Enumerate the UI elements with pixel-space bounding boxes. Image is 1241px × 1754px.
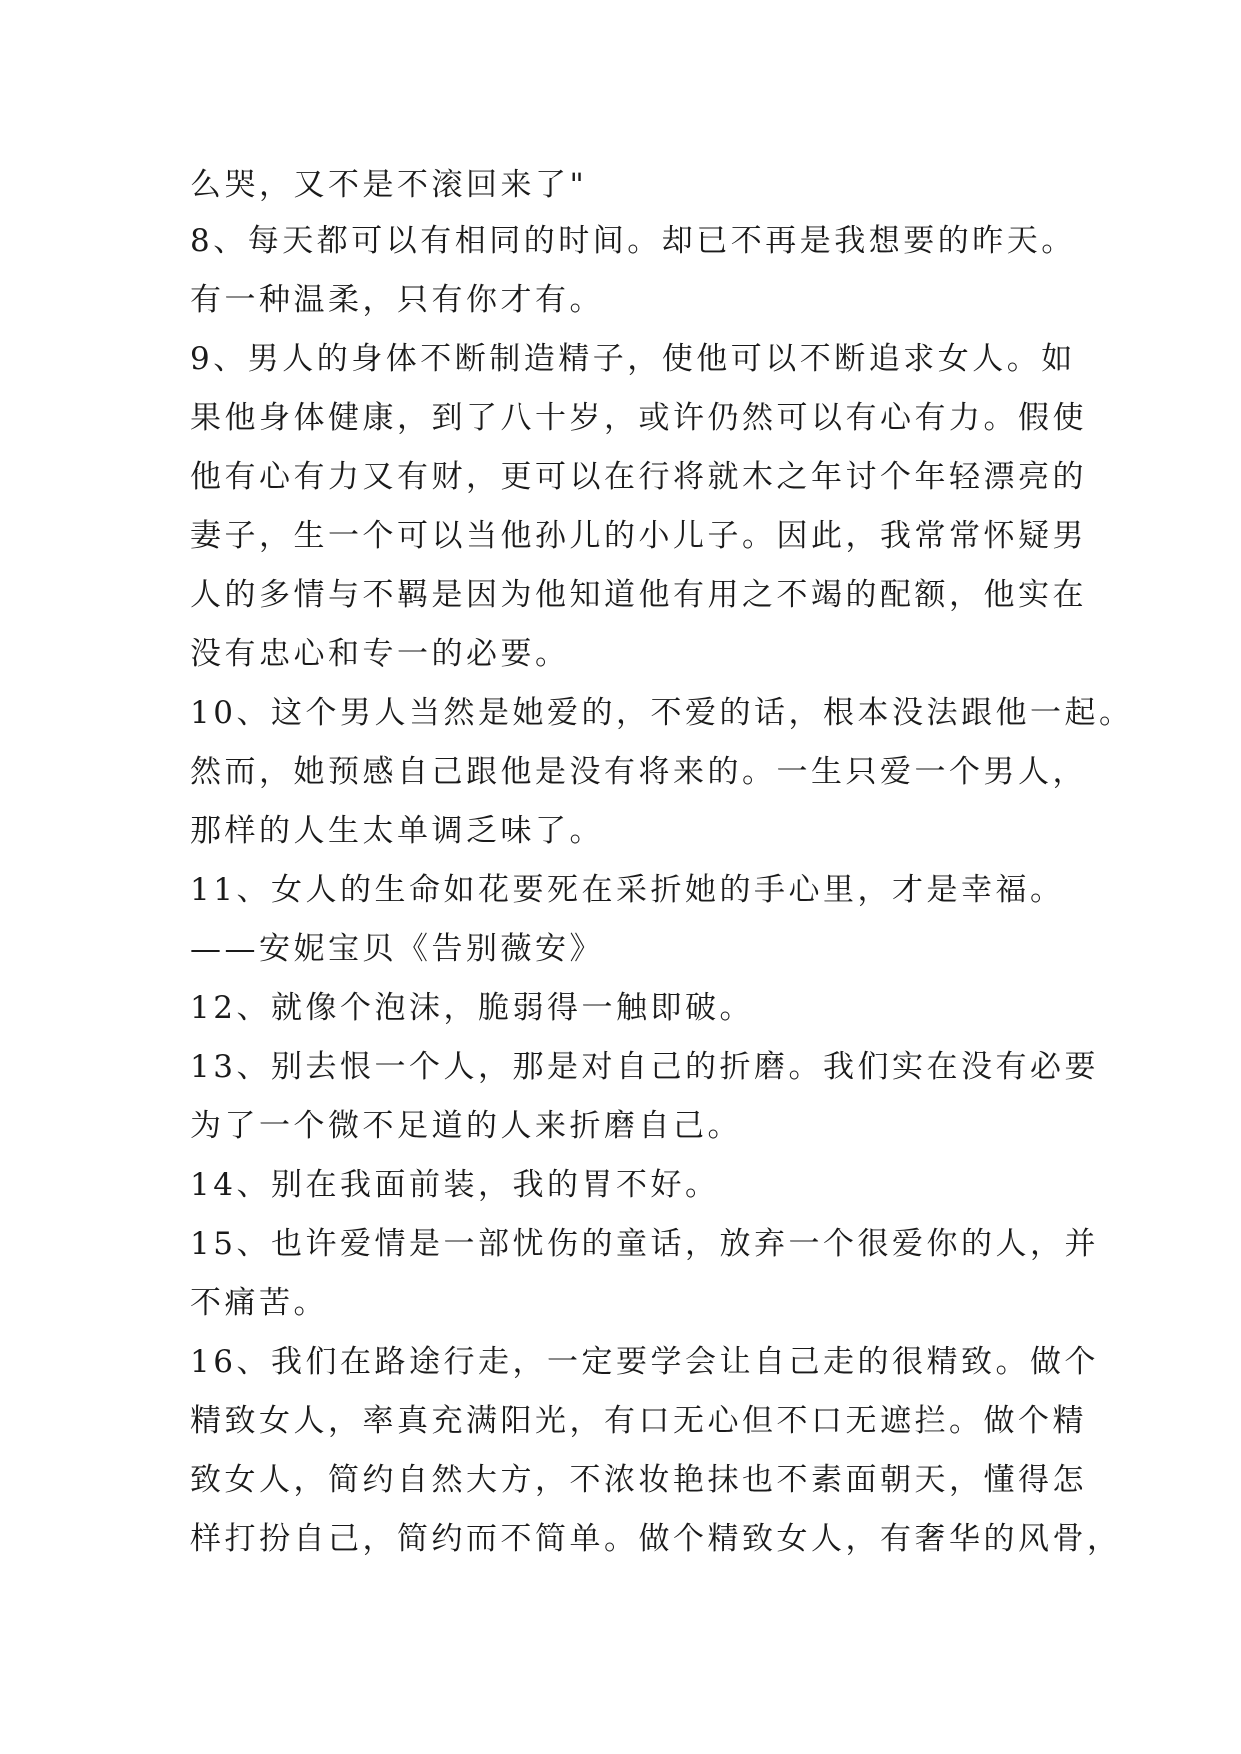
text-line: 12、就像个泡沫，脆弱得一触即破。: [190, 990, 754, 1026]
text-line: 样打扮自己，简约而不简单。做个精致女人，有奢华的风骨，: [190, 1521, 1122, 1557]
text-line: 妻子，生一个可以当他孙儿的小儿子。因此，我常常怀疑男: [190, 518, 1087, 554]
text-line: 精致女人，率真充满阳光，有口无心但不口无遮拦。做个精: [190, 1403, 1087, 1439]
text-line: 他有心有力又有财，更可以在行将就木之年讨个年轻漂亮的: [190, 459, 1087, 495]
text-line: 10、这个男人当然是她爱的，不爱的话，根本没法跟他一起。: [190, 695, 1134, 731]
text-line: 那样的人生太单调乏味了。: [190, 813, 604, 849]
text-line: 果他身体健康，到了八十岁，或许仍然可以有心有力。假使: [190, 400, 1087, 436]
text-line: 人的多情与不羁是因为他知道他有用之不竭的配额，他实在: [190, 577, 1087, 613]
text-line: 为了一个微不足道的人来折磨自己。: [190, 1108, 742, 1144]
text-line: 16、我们在路途行走，一定要学会让自己走的很精致。做个: [190, 1344, 1099, 1380]
text-line: 不痛苦。: [190, 1285, 328, 1321]
text-line: 11、女人的生命如花要死在采折她的手心里，才是幸福。: [190, 872, 1065, 908]
text-line: 14、别在我面前装，我的胃不好。: [190, 1167, 720, 1203]
text-line: 15、也许爱情是一部忧伤的童话，放弃一个很爱你的人，并: [190, 1226, 1099, 1262]
text-line: 9、男人的身体不断制造精子，使他可以不断追求女人。如: [190, 341, 1076, 377]
body-text: [190, 158, 1134, 1569]
text-line: 然而，她预感自己跟他是没有将来的。一生只爱一个男人，: [190, 754, 1087, 790]
text-line: 13、别去恨一个人，那是对自己的折磨。我们实在没有必要: [190, 1049, 1099, 1085]
text-line: 致女人，简约自然大方，不浓妆艳抹也不素面朝天，懂得怎: [190, 1462, 1087, 1498]
text-line: 有一种温柔，只有你才有。: [190, 282, 604, 318]
text-line: 8、每天都可以有相同的时间。却已不再是我想要的昨天。: [190, 223, 1076, 259]
text-line: ——安妮宝贝《告别薇安》: [190, 931, 604, 967]
text-line: 没有忠心和专一的必要。: [190, 636, 570, 672]
text-line: 么哭，又不是不滚回来了": [190, 167, 588, 203]
